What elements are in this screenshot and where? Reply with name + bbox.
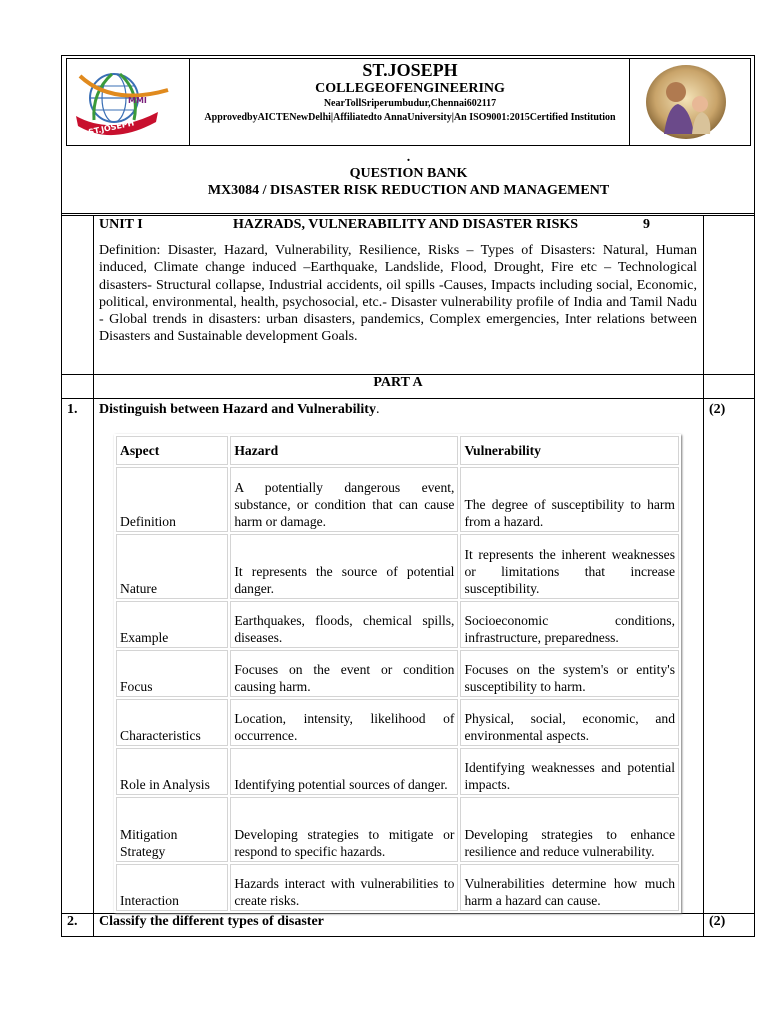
row-hazard: Earthquakes, floods, chemical spills, diseases. <box>230 601 458 648</box>
row-aspect: Mitigation Strategy <box>116 797 228 862</box>
course-title: MX3084 / DISASTER RISK REDUCTION AND MANAGEMENT <box>207 183 610 198</box>
unit-syllabus: Definition: Disaster, Hazard, Vulnerability, Resilience, Risks – Types of Disasters: Natural, Human induced, Climate change induced –Earthquake, Landslide, Flood, Drought, Fire etc – Technological disasters- Structural collapse, Industrial accidents, oil spills -Causes, Impacts including social, Economic, political, environmental, health, psychosocial, etc.- Disaster vulnerability profile of India and Tamil Nadu - Global trends in disasters: urban disasters, pandemics, Complex emergencies, Inter relations between Disasters and Sustainable development Goals. <box>99 243 697 345</box>
question-text <box>99 402 379 418</box>
question-bank-title: QUESTION BANK <box>349 166 468 181</box>
logo-mmi-text: MMI <box>128 96 147 105</box>
table-row <box>116 534 679 599</box>
row-vulnerability: Socioeconomic conditions, infrastructure, preparedness. <box>460 601 679 648</box>
comparison-table <box>114 434 681 913</box>
title-bottom-line-2 <box>61 215 755 216</box>
row-vulnerability: It represents the inherent weaknesses or limitations that increase susceptibility. <box>460 534 679 599</box>
row-vulnerability: Physical, social, economic, and environmental aspects. <box>460 699 679 746</box>
college-address: NearTollSriperumbudur,Chennai602117 <box>323 98 497 109</box>
question-number: 1. <box>67 402 78 417</box>
row-hazard: Location, intensity, likelihood of occurrence. <box>230 699 458 746</box>
row-hazard: A potentially dangerous event, substance, or condition that can cause harm or damage. <box>230 467 458 532</box>
question-marks: (2) <box>709 914 726 929</box>
table-row <box>116 864 679 911</box>
row-hazard: Hazards interact with vulnerabilities to create risks. <box>230 864 458 911</box>
logo-banner-text: ST.JOSEPH <box>87 118 135 137</box>
question-number: 2. <box>67 914 78 929</box>
col-line-marks <box>703 215 704 937</box>
saint-portrait-image <box>644 64 728 140</box>
question-text-bold: Distinguish between Hazard and Vulnerability <box>99 402 376 417</box>
title-bottom-line <box>61 213 755 214</box>
row-vulnerability: The degree of susceptibility to harm from a hazard. <box>460 467 679 532</box>
header-inner-left <box>66 58 67 146</box>
question-text-period: . <box>375 402 380 417</box>
row-aspect: Role in Analysis <box>116 748 228 795</box>
part-a-heading: PART A <box>373 375 423 390</box>
table-row <box>116 467 679 532</box>
header-hazard: Hazard <box>230 436 458 465</box>
parta-bottom-line <box>61 398 755 399</box>
header-inner-top <box>66 58 751 59</box>
table-row <box>116 797 679 862</box>
row-vulnerability: Vulnerabilities determine how much harm a hazard can cause. <box>460 864 679 911</box>
row-hazard: Identifying potential sources of danger. <box>230 748 458 795</box>
row-aspect: Characteristics <box>116 699 228 746</box>
col-line-num <box>93 215 94 937</box>
table-row <box>116 601 679 648</box>
table-header-row <box>116 436 679 465</box>
approval-line: ApprovedbyAICTENewDelhi|Affiliatedto AnnaUniversity|An ISO9001:2015Certified Institution <box>204 112 616 123</box>
page-bottom-line <box>61 936 755 937</box>
row-aspect: Interaction <box>116 864 228 911</box>
header-vulnerability: Vulnerability <box>460 436 679 465</box>
row-hazard: Developing strategies to mitigate or respond to specific hazards. <box>230 797 458 862</box>
unit-label: UNIT I <box>99 217 143 232</box>
title-dot: . <box>406 150 411 165</box>
row-hazard: Focuses on the event or condition causing harm. <box>230 650 458 697</box>
header-inner-bottom <box>66 145 751 146</box>
frame-top <box>61 55 755 56</box>
row-hazard: It represents the source of potential danger. <box>230 534 458 599</box>
header-inner-right <box>750 58 751 146</box>
row-aspect: Example <box>116 601 228 648</box>
header-aspect: Aspect <box>116 436 228 465</box>
row-vulnerability: Developing strategies to enhance resilience and reduce vulnerability. <box>460 797 679 862</box>
unit-title: HAZRADS, VULNERABILITY AND DISASTER RISKS <box>233 217 579 232</box>
table-row <box>116 748 679 795</box>
table-row <box>116 699 679 746</box>
institution-name: ST.JOSEPH <box>362 60 458 80</box>
unit-hours: 9 <box>643 217 650 232</box>
table-row <box>116 650 679 697</box>
row-aspect: Nature <box>116 534 228 599</box>
question-marks: (2) <box>709 402 726 417</box>
row-aspect: Definition <box>116 467 228 532</box>
row-vulnerability: Identifying weaknesses and potential impacts. <box>460 748 679 795</box>
row-aspect: Focus <box>116 650 228 697</box>
question-text: Classify the different types of disaster <box>99 914 324 929</box>
college-logo <box>72 62 182 144</box>
row-vulnerability: Focuses on the system's or entity's susceptibility to harm. <box>460 650 679 697</box>
college-name: COLLEGEOFENGINEERING <box>315 81 505 96</box>
